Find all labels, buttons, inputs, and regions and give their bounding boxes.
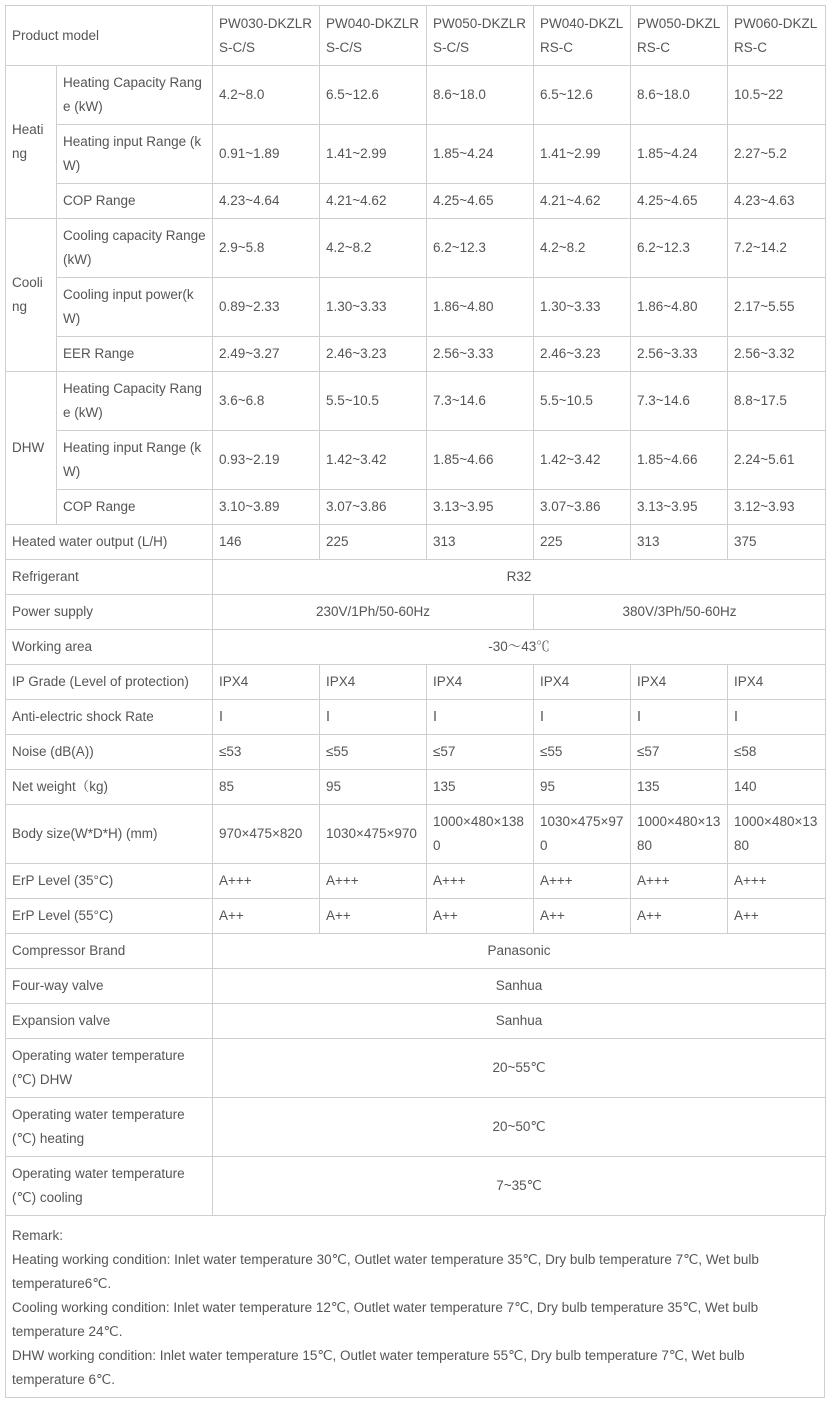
merged-cell: 230V/1Ph/50-60Hz [213, 595, 534, 630]
erp55-row [6, 899, 826, 934]
erp35-row [6, 864, 826, 899]
cell: IPX4 [728, 665, 826, 700]
cell: 146 [213, 525, 320, 560]
row-label: Operating water temperature (℃) cooling [6, 1157, 213, 1216]
cell: 313 [631, 525, 728, 560]
cell: 8.8~17.5 [728, 372, 826, 431]
cell: 2.56~3.33 [631, 337, 728, 372]
heated-water-row [6, 525, 826, 560]
cell: 4.2~8.0 [213, 66, 320, 125]
cell: A+++ [427, 864, 534, 899]
body-size-row [6, 805, 826, 864]
cell: ≤57 [631, 735, 728, 770]
cell: 1000×480×1380 [427, 805, 534, 864]
op-cooling-row [6, 1157, 826, 1216]
cell: 5.5~10.5 [534, 372, 631, 431]
model-name: PW040-DKZLRS-C [534, 6, 631, 66]
dhw-row [6, 372, 826, 431]
cell: 3.12~3.93 [728, 490, 826, 525]
merged-cell: Sanhua [213, 1004, 826, 1039]
cell: 6.5~12.6 [320, 66, 427, 125]
noise-row [6, 735, 826, 770]
product-model-row [6, 6, 826, 66]
merged-cell: R32 [213, 560, 826, 595]
cell: 2.17~5.55 [728, 278, 826, 337]
cell: 2.27~5.2 [728, 125, 826, 184]
cell: 5.5~10.5 [320, 372, 427, 431]
row-label: EER Range [57, 337, 213, 372]
cell: A++ [427, 899, 534, 934]
cell: Ⅰ [213, 700, 320, 735]
cell: 7.2~14.2 [728, 219, 826, 278]
row-label: Product model [6, 6, 213, 66]
cell: 3.07~3.86 [534, 490, 631, 525]
cell: Ⅰ [320, 700, 427, 735]
cell: 3.6~6.8 [213, 372, 320, 431]
cooling-row [6, 278, 826, 337]
cell: Ⅰ [534, 700, 631, 735]
cell: 3.13~3.95 [427, 490, 534, 525]
op-heating-row [6, 1098, 826, 1157]
power-supply-row [6, 595, 826, 630]
cell: Ⅰ [728, 700, 826, 735]
row-label: Cooling input power(kW) [57, 278, 213, 337]
cell: 85 [213, 770, 320, 805]
row-label: Heated water output (L/H) [6, 525, 213, 560]
cell: 0.89~2.33 [213, 278, 320, 337]
cell: IPX4 [427, 665, 534, 700]
cell: IPX4 [213, 665, 320, 700]
merged-cell: -30～43℃ [213, 630, 826, 665]
cell: ≤55 [320, 735, 427, 770]
cell: 4.21~4.62 [320, 184, 427, 219]
row-label: Refrigerant [6, 560, 213, 595]
four-way-row [6, 969, 826, 1004]
cell: Ⅰ [631, 700, 728, 735]
cell: 8.6~18.0 [631, 66, 728, 125]
cell: 0.93~2.19 [213, 431, 320, 490]
row-label: Heating Capacity Range (kW) [57, 372, 213, 431]
row-label: Power supply [6, 595, 213, 630]
cell: 2.49~3.27 [213, 337, 320, 372]
row-label: IP Grade (Level of protection) [6, 665, 213, 700]
cell: 1.30~3.33 [534, 278, 631, 337]
cell: 6.2~12.3 [427, 219, 534, 278]
cell: 7.3~14.6 [631, 372, 728, 431]
cell: 10.5~22 [728, 66, 826, 125]
anti-shock-row [6, 700, 826, 735]
merged-cell: 380V/3Ph/50-60Hz [534, 595, 826, 630]
model-name: PW050-DKZLRS-C/S [427, 6, 534, 66]
cell: Ⅰ [427, 700, 534, 735]
cell: 8.6~18.0 [427, 66, 534, 125]
group-label-cooling: Cooling [6, 219, 57, 372]
cell: 1000×480×1380 [631, 805, 728, 864]
cell: 1.86~4.80 [427, 278, 534, 337]
cell: 1.30~3.33 [320, 278, 427, 337]
working-area-row [6, 630, 826, 665]
cell: 0.91~1.89 [213, 125, 320, 184]
cell: IPX4 [534, 665, 631, 700]
cell: 2.46~3.23 [320, 337, 427, 372]
cell: 1.85~4.66 [427, 431, 534, 490]
merged-cell: 7~35℃ [213, 1157, 826, 1216]
heating-row [6, 66, 826, 125]
remark-heating-condition: Heating working condition: Inlet water temperature 30℃, Outlet water temperature 35℃, Dry bulb temperature 7℃, Wet bulb temperature6℃. [12, 1252, 759, 1291]
cell: 1.85~4.24 [631, 125, 728, 184]
row-label: Cooling capacity Range (kW) [57, 219, 213, 278]
cell: A+++ [534, 864, 631, 899]
row-label: Net weight（kg) [6, 770, 213, 805]
cell: 6.5~12.6 [534, 66, 631, 125]
row-label: Anti-electric shock Rate [6, 700, 213, 735]
cell: A++ [534, 899, 631, 934]
heating-row [6, 125, 826, 184]
cell: 225 [320, 525, 427, 560]
cell: A++ [320, 899, 427, 934]
cell: ≤58 [728, 735, 826, 770]
cell: 1.42~3.42 [320, 431, 427, 490]
merged-cell: Sanhua [213, 969, 826, 1004]
model-name: PW060-DKZLRS-C [728, 6, 826, 66]
row-label: Operating water temperature (℃) DHW [6, 1039, 213, 1098]
op-dhw-row [6, 1039, 826, 1098]
cell: 2.9~5.8 [213, 219, 320, 278]
cell: 313 [427, 525, 534, 560]
cell: 2.56~3.32 [728, 337, 826, 372]
cell: 140 [728, 770, 826, 805]
refrigerant-row [6, 560, 826, 595]
cell: A++ [631, 899, 728, 934]
cell: 6.2~12.3 [631, 219, 728, 278]
remark-dhw-condition: DHW working condition: Inlet water temperature 15℃, Outlet water temperature 55℃, Dry bulb temperature 7℃, Wet bulb temperature 6℃. [12, 1348, 745, 1387]
cell: 3.13~3.95 [631, 490, 728, 525]
row-label: Heating input Range (kW) [57, 125, 213, 184]
cell: 95 [320, 770, 427, 805]
row-label: Operating water temperature (℃) heating [6, 1098, 213, 1157]
dhw-row [6, 431, 826, 490]
merged-cell: 20~50℃ [213, 1098, 826, 1157]
row-label: Working area [6, 630, 213, 665]
row-label: Heating Capacity Range (kW) [57, 66, 213, 125]
cell: 4.23~4.63 [728, 184, 826, 219]
cell: 2.46~3.23 [534, 337, 631, 372]
net-weight-row [6, 770, 826, 805]
cooling-row [6, 337, 826, 372]
model-name: PW040-DKZLRS-C/S [320, 6, 427, 66]
cell: 7.3~14.6 [427, 372, 534, 431]
row-label: ErP Level (35°C) [6, 864, 213, 899]
cell: 4.25~4.65 [427, 184, 534, 219]
cell: A+++ [320, 864, 427, 899]
cell: A+++ [728, 864, 826, 899]
cell: A++ [728, 899, 826, 934]
row-label: Noise (dB(A)) [6, 735, 213, 770]
cell: A+++ [213, 864, 320, 899]
model-name: PW030-DKZLRS-C/S [213, 6, 320, 66]
cell: 3.10~3.89 [213, 490, 320, 525]
cell: 2.56~3.33 [427, 337, 534, 372]
cell: 135 [427, 770, 534, 805]
row-label: Compressor Brand [6, 934, 213, 969]
cell: A++ [213, 899, 320, 934]
row-label: Four-way valve [6, 969, 213, 1004]
row-label: COP Range [57, 490, 213, 525]
remark-block [5, 1216, 825, 1398]
heating-row [6, 184, 826, 219]
cell: 1.41~2.99 [320, 125, 427, 184]
group-label-heating: Heating [6, 66, 57, 219]
cell: A+++ [631, 864, 728, 899]
row-label: Body size(W*D*H) (mm) [6, 805, 213, 864]
cell: ≤55 [534, 735, 631, 770]
compressor-row [6, 934, 826, 969]
cell: 225 [534, 525, 631, 560]
cell: 4.23~4.64 [213, 184, 320, 219]
remark-title: Remark: [12, 1228, 64, 1243]
cell: IPX4 [320, 665, 427, 700]
cell: IPX4 [631, 665, 728, 700]
merged-cell: Panasonic [213, 934, 826, 969]
row-label: COP Range [57, 184, 213, 219]
model-name: PW050-DKZLRS-C [631, 6, 728, 66]
cooling-row [6, 219, 826, 278]
cell: 1.86~4.80 [631, 278, 728, 337]
cell: 4.21~4.62 [534, 184, 631, 219]
cell: ≤53 [213, 735, 320, 770]
cell: 4.25~4.65 [631, 184, 728, 219]
ip-grade-row [6, 665, 826, 700]
cell: 3.07~3.86 [320, 490, 427, 525]
cell: ≤57 [427, 735, 534, 770]
cell: 95 [534, 770, 631, 805]
group-label-dhw: DHW [6, 372, 57, 525]
cell: 375 [728, 525, 826, 560]
cell: 135 [631, 770, 728, 805]
row-label: ErP Level (55°C) [6, 899, 213, 934]
row-label: Heating input Range (kW) [57, 431, 213, 490]
spec-table [5, 5, 826, 1216]
spec-sheet [5, 5, 825, 1398]
cell: 2.24~5.61 [728, 431, 826, 490]
cell: 1030×475×970 [320, 805, 427, 864]
cell: 970×475×820 [213, 805, 320, 864]
cell: 4.2~8.2 [534, 219, 631, 278]
cell: 1.85~4.66 [631, 431, 728, 490]
merged-cell: 20~55℃ [213, 1039, 826, 1098]
cell: 1030×475×970 [534, 805, 631, 864]
cell: 4.2~8.2 [320, 219, 427, 278]
cell: 1.41~2.99 [534, 125, 631, 184]
cell: 1.42~3.42 [534, 431, 631, 490]
expansion-row [6, 1004, 826, 1039]
cell: 1000×480×1380 [728, 805, 826, 864]
dhw-row [6, 490, 826, 525]
cell: 1.85~4.24 [427, 125, 534, 184]
remark-cooling-condition: Cooling working condition: Inlet water temperature 12℃, Outlet water temperature 7℃, Dry bulb temperature 35℃, Wet bulb temperature 24℃. [12, 1300, 759, 1339]
row-label: Expansion valve [6, 1004, 213, 1039]
